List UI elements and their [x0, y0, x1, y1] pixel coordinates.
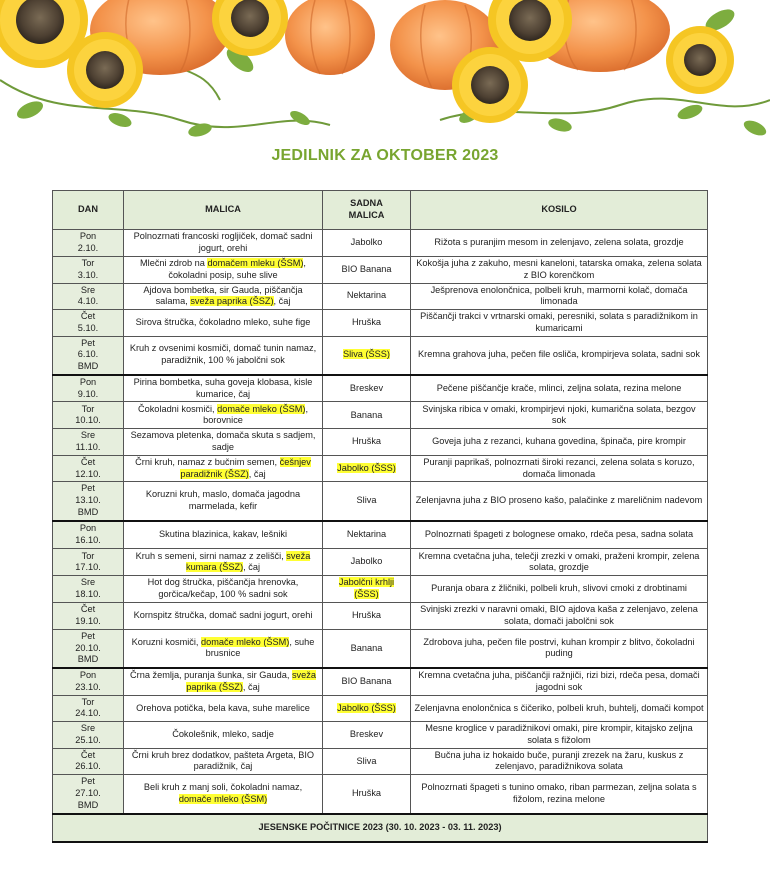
breakfast-text: Črna žemlja, puranja šunka, sir Gauda,	[130, 670, 292, 681]
lunch-text: Mesne kroglice v paradižnikovi omaki, pire krompir, kitajsko zeljna solata s fižolom	[425, 723, 693, 745]
fruit-text: Breskev	[349, 729, 384, 740]
menu-row	[53, 629, 708, 668]
highlighted-fruit: Jabolčni krhlji (ŠSS)	[338, 577, 395, 600]
highlighted-item: domačem mleku (ŠSM)	[207, 257, 304, 268]
day-name: Pon	[79, 670, 97, 681]
breakfast-cell	[124, 283, 323, 310]
breakfast-cell	[124, 375, 323, 402]
breakfast-cell	[124, 336, 323, 375]
breakfast-cell	[124, 402, 323, 429]
highlighted-item: češnjev paradižnik (ŠSZ)	[180, 456, 311, 479]
day-date: 11.10.	[75, 442, 101, 453]
day-date: 16.10.	[75, 535, 101, 546]
lunch-text: Svinjska ribica v omaki, krompirjevi njoki, kumarična solata, bezgov sok	[422, 403, 696, 426]
fruit-cell	[323, 310, 411, 337]
fruit-cell	[323, 695, 411, 722]
breakfast-text: Beli kruh z manj soli, čokoladni namaz,	[143, 782, 303, 793]
lunch-text: Pečene piščančje krače, mlinci, zeljna solata, rezina melone	[436, 382, 682, 393]
breakfast-cell	[124, 748, 323, 775]
fruit-cell	[323, 375, 411, 402]
day-name: Pon	[79, 376, 97, 387]
fruit-cell	[323, 748, 411, 775]
highlighted-fruit: Jabolko (ŠSS)	[337, 702, 396, 713]
day-name: Tor	[81, 696, 95, 707]
lunch-cell	[411, 482, 708, 521]
day-date: 24.10.	[75, 708, 101, 719]
day-name: Tor	[81, 550, 95, 561]
day-note: BMD	[77, 507, 99, 518]
breakfast-text: Orehova potička, bela kava, suhe marelice	[136, 702, 310, 713]
day-cell	[53, 775, 124, 814]
fruit-text: Banana	[350, 409, 383, 420]
fruit-cell	[323, 482, 411, 521]
breakfast-cell	[124, 576, 323, 603]
menu-row	[53, 336, 708, 375]
highlighted-item: domače mleko (ŠSM)	[201, 636, 290, 647]
breakfast-cell	[124, 310, 323, 337]
breakfast-text: Pirina bombetka, suha goveja klobasa, kisle kumarice, čaj	[133, 376, 313, 399]
day-name: Čet	[80, 311, 96, 322]
day-date: 20.10.	[75, 642, 101, 653]
menu-row	[53, 482, 708, 521]
breakfast-text: Koruzni kruh, maslo, domača jagodna marmelada, kefir	[145, 489, 301, 512]
day-date: 3.10.	[77, 269, 99, 280]
day-cell	[53, 668, 124, 695]
breakfast-cell	[124, 429, 323, 456]
breakfast-text: Koruzni kosmiči,	[131, 636, 202, 647]
lunch-text: Kremna cvetačna juha, piščančji ražnjiči, rizi bizi, rdeča pesa, domači jagodni sok	[418, 670, 700, 692]
lunch-text: Goveja juha z rezanci, kuhana govedina, špinača, pire krompir	[432, 436, 686, 447]
lunch-cell	[411, 521, 708, 549]
menu-row	[53, 429, 708, 456]
day-cell	[53, 375, 124, 402]
lunch-text: Piščančji trakci v vrtnarski omaki, peresniki, solata s paradižnikom in kumaricami	[420, 311, 698, 333]
lunch-cell	[411, 629, 708, 668]
day-note: BMD	[77, 799, 99, 810]
breakfast-cell	[124, 668, 323, 695]
lunch-cell	[411, 549, 708, 576]
day-date: 13.10.	[75, 495, 101, 506]
breakfast-cell	[124, 455, 323, 482]
day-cell	[53, 429, 124, 456]
menu-row	[53, 602, 708, 629]
menu-row	[53, 722, 708, 749]
lunch-cell	[411, 230, 708, 257]
menu-row	[53, 310, 708, 337]
breakfast-text: Kruh z ovsenimi kosmiči, domač tunin namaz, paradižnik, 100 % jabolčni sok	[129, 343, 317, 366]
day-date: 17.10.	[75, 562, 101, 573]
day-name: Pon	[79, 523, 97, 534]
breakfast-text: Skutina blazinica, kakav, lešniki	[158, 529, 287, 540]
day-cell	[53, 748, 124, 775]
breakfast-text: Kruh s semeni, sirni namaz z zelišči,	[135, 550, 287, 561]
header-day: DAN	[53, 191, 124, 230]
day-date: 26.10.	[75, 761, 101, 772]
breakfast-cell	[124, 775, 323, 814]
day-cell	[53, 695, 124, 722]
day-date: 18.10.	[75, 589, 101, 600]
breakfast-cell	[124, 482, 323, 521]
breakfast-text: , suhe brusnice	[205, 636, 315, 659]
lunch-text: Kokošja juha z zakuho, mesni kaneloni, tatarska omaka, zelena solata z BIO korenčkom	[416, 257, 702, 280]
breakfast-text: , čaj	[248, 468, 266, 479]
menu-row	[53, 230, 708, 257]
day-date: 10.10.	[75, 415, 101, 426]
breakfast-text: Polnozrnati francoski rogljiček, domač sadni jogurt, orehi	[133, 231, 313, 253]
lunch-cell	[411, 375, 708, 402]
lunch-cell	[411, 256, 708, 283]
day-name: Tor	[81, 257, 95, 268]
lunch-cell	[411, 402, 708, 429]
breakfast-text: Mlečni zdrob na	[140, 257, 208, 268]
autumn-banner	[0, 0, 770, 140]
page-title: JEDILNIK ZA OKTOBER 2023	[271, 147, 499, 164]
fruit-cell	[323, 775, 411, 814]
header-lunch: KOSILO	[411, 191, 708, 230]
fruit-text: BIO Banana	[341, 675, 392, 686]
menu-row	[53, 576, 708, 603]
fruit-text: Nektarina	[346, 290, 387, 301]
lunch-cell	[411, 722, 708, 749]
day-cell	[53, 336, 124, 375]
lunch-cell	[411, 602, 708, 629]
menu-row	[53, 256, 708, 283]
highlighted-item: domače mleko (ŠSM)	[178, 793, 268, 804]
day-name: Pet	[81, 337, 95, 348]
fruit-cell	[323, 722, 411, 749]
day-name: Sre	[80, 284, 96, 295]
lunch-text: Rižota s puranjim mesom in zelenjavo, zelena solata, grozdje	[434, 236, 684, 247]
day-name: Pet	[81, 630, 95, 641]
lunch-text: Zelenjavna enolončnica s čičeriko, polbeli kruh, buhtelj, domači kompot	[414, 702, 704, 713]
day-date: 5.10.	[77, 322, 99, 333]
lunch-cell	[411, 576, 708, 603]
breakfast-text: Čokoladni kosmiči,	[137, 403, 218, 414]
fruit-text: Banana	[350, 642, 383, 653]
breakfast-text: , čaj	[243, 562, 261, 573]
fruit-cell	[323, 629, 411, 668]
day-name: Pon	[79, 231, 97, 241]
lunch-cell	[411, 668, 708, 695]
breakfast-cell	[124, 256, 323, 283]
fruit-text: Hruška	[351, 788, 382, 798]
breakfast-text: Hot dog štručka, piščančja hrenovka, gorčica/kečap, 100 % sadni sok	[147, 577, 299, 600]
breakfast-text: Sezamova pletenka, domača skuta s sadjem, sadje	[130, 430, 316, 453]
breakfast-cell	[124, 629, 323, 668]
fruit-text: Breskev	[349, 382, 384, 393]
breakfast-text: Črni kruh, namaz z bučnim semen,	[135, 456, 280, 467]
lunch-text: Puranja obara z žličniki, polbeli kruh, slivovi cmoki z drobtinami	[431, 583, 687, 594]
day-note: BMD	[77, 654, 99, 665]
menu-body	[53, 230, 708, 814]
lunch-cell	[411, 695, 708, 722]
lunch-text: Bučna juha iz hokaido buče, puranji zrezek na žaru, kuskus z zelenjavo, paradižnikova solata	[434, 749, 684, 772]
breakfast-text: , čaj	[242, 681, 260, 692]
day-cell	[53, 521, 124, 549]
fruit-text: Jabolko	[350, 236, 383, 247]
day-name: Sre	[80, 723, 96, 734]
day-date: 9.10.	[77, 388, 99, 399]
fruit-cell	[323, 521, 411, 549]
highlighted-item: sveža kumara (ŠSZ)	[185, 550, 311, 573]
breakfast-text: Sirova štručka, čokoladno mleko, suhe fige	[135, 316, 311, 327]
breakfast-text: , čokoladni posip, suhe slive	[168, 257, 306, 280]
fruit-cell	[323, 602, 411, 629]
lunch-text: Polnozrnati špageti z bolognese omako, rdeča pesa, sadna solata	[424, 529, 694, 540]
highlighted-item: sveža paprika (ŠSZ)	[190, 296, 274, 307]
day-cell	[53, 455, 124, 482]
header-breakfast: MALICA	[124, 191, 323, 230]
day-date: 6.10.	[77, 349, 99, 360]
day-cell	[53, 576, 124, 603]
breakfast-cell	[124, 695, 323, 722]
fruit-cell	[323, 256, 411, 283]
day-date: 27.10.	[75, 788, 101, 798]
day-cell	[53, 230, 124, 257]
fruit-cell	[323, 668, 411, 695]
fruit-text: Nektarina	[346, 529, 387, 540]
breakfast-cell	[124, 521, 323, 549]
fruit-text: Jabolko	[350, 556, 383, 567]
breakfast-text: Kornspitz štručka, domač sadni jogurt, orehi	[133, 609, 313, 620]
day-cell	[53, 256, 124, 283]
highlighted-fruit: Sliva (ŠSS)	[343, 349, 390, 360]
day-name: Sre	[80, 430, 96, 441]
day-cell	[53, 549, 124, 576]
breakfast-text: Ajdova bombetka, sir Gauda, piščančja salama,	[143, 284, 303, 307]
day-note: BMD	[77, 361, 99, 372]
menu-row	[53, 521, 708, 549]
fruit-text: Sliva	[356, 495, 377, 506]
highlighted-item: domače mleko (ŠSM)	[217, 403, 306, 414]
day-name: Čet	[80, 456, 96, 467]
lunch-text: Ješprenova enolončnica, polbeli kruh, marmorni kolač, domača limonada	[430, 284, 688, 307]
fruit-text: Hruška	[351, 316, 382, 327]
lunch-cell	[411, 429, 708, 456]
day-date: 19.10.	[75, 615, 101, 626]
breakfast-cell	[124, 722, 323, 749]
menu-row	[53, 402, 708, 429]
lunch-text: Kremna cvetačna juha, telečji zrezki v omaki, praženi krompir, zelena solata, grozdje	[418, 550, 700, 573]
lunch-cell	[411, 310, 708, 337]
lunch-text: Zelenjavna juha z BIO proseno kašo, palačinke z mareličnim nadevom	[415, 495, 703, 506]
breakfast-text: , čaj	[273, 296, 291, 307]
menu-row	[53, 375, 708, 402]
header-fruit: SADNA MALICA	[323, 191, 411, 230]
day-date: 12.10.	[75, 468, 101, 479]
breakfast-cell	[124, 230, 323, 257]
lunch-cell	[411, 455, 708, 482]
fruit-cell	[323, 336, 411, 375]
lunch-cell	[411, 283, 708, 310]
day-cell	[53, 482, 124, 521]
day-name: Sre	[80, 577, 96, 588]
day-cell	[53, 722, 124, 749]
highlighted-fruit: Jabolko (ŠSS)	[337, 462, 396, 473]
day-name: Tor	[81, 403, 95, 414]
day-date: 25.10.	[75, 734, 101, 745]
day-cell	[53, 283, 124, 310]
menu-row	[53, 549, 708, 576]
fruit-text: Hruška	[351, 609, 382, 620]
day-date: 2.10.	[77, 242, 99, 253]
fruit-text: Sliva	[356, 755, 377, 766]
menu-row	[53, 775, 708, 814]
footer-row	[53, 814, 708, 842]
breakfast-text: , borovnice	[203, 403, 309, 426]
fruit-text: Hruška	[351, 436, 382, 447]
day-cell	[53, 602, 124, 629]
fruit-cell	[323, 455, 411, 482]
lunch-text: Zdrobova juha, pečen file postrvi, kuhan krompir z blitvo, čokoladni puding	[423, 636, 695, 659]
menu-row	[53, 283, 708, 310]
lunch-text: Kremna grahova juha, pečen file osliča, krompirjeva solata, sadni sok	[418, 349, 700, 360]
day-cell	[53, 629, 124, 668]
fruit-cell	[323, 549, 411, 576]
breakfast-cell	[124, 602, 323, 629]
lunch-cell	[411, 775, 708, 814]
fruit-cell	[323, 402, 411, 429]
day-cell	[53, 402, 124, 429]
menu-row	[53, 748, 708, 775]
lunch-cell	[411, 336, 708, 375]
lunch-cell	[411, 748, 708, 775]
fruit-text: BIO Banana	[341, 263, 392, 274]
fruit-cell	[323, 429, 411, 456]
day-name: Čet	[80, 604, 96, 615]
fruit-cell	[323, 230, 411, 257]
breakfast-text: Čokolešnik, mleko, sadje	[172, 729, 274, 740]
day-cell	[53, 310, 124, 337]
header-row	[53, 191, 708, 230]
fruit-cell	[323, 283, 411, 310]
holiday-note: JESENSKE POČITNICE 2023 (30. 10. 2023 - 03. 11. 2023)	[53, 814, 708, 842]
menu-table	[52, 190, 708, 843]
day-name: Pet	[81, 483, 95, 494]
breakfast-cell	[124, 549, 323, 576]
lunch-text: Puranji paprikaš, polnozrnati široki rezanci, zelena solata s koruzo, domača limonada	[423, 456, 695, 479]
menu-row	[53, 695, 708, 722]
day-date: 23.10.	[75, 681, 101, 692]
day-name: Pet	[81, 776, 95, 787]
day-name: Čet	[80, 749, 96, 760]
day-date: 4.10.	[77, 296, 99, 307]
lunch-text: Polnozrnati špageti s tunino omako, riban parmezan, zeljna solata s fižolom, rezina melone	[421, 782, 697, 804]
menu-row	[53, 455, 708, 482]
lunch-text: Svinjski zrezki v naravni omaki, BIO ajdova kaša z zelenjavo, zelena solata, domači jabolčni sok	[420, 604, 698, 626]
breakfast-text: Črni kruh brez dodatkov, pašteta Argeta, BIO paradižnik, čaj	[131, 749, 315, 772]
highlighted-item: sveža paprika (ŠSZ)	[186, 670, 316, 692]
menu-row	[53, 668, 708, 695]
fruit-cell	[323, 576, 411, 603]
